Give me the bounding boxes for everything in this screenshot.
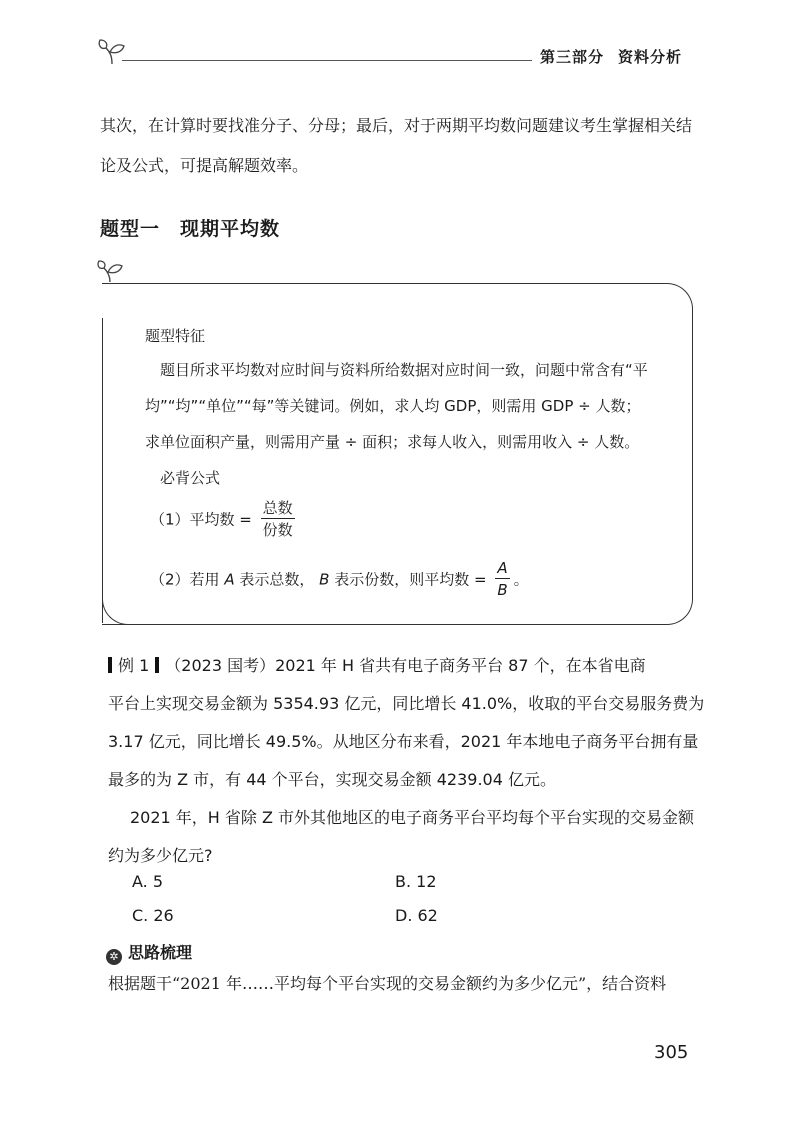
think-text: 根据题干“2021 年……平均每个平台实现的交易金额约为多少亿元”，结合资料: [108, 974, 667, 993]
box-left-border: [102, 318, 103, 623]
formula-2-mid-1: 表示总数，: [239, 570, 315, 589]
formula-1-prefix: （1）平均数 =: [150, 510, 252, 529]
formula-1-numerator: 总数: [262, 499, 293, 517]
page-number: 305: [654, 1042, 689, 1063]
option-b: B. 12: [395, 872, 437, 891]
formula-2-prefix: （2）若用: [150, 570, 220, 589]
question-line-2: 约为多少亿元?: [108, 846, 213, 865]
option-d: D. 62: [395, 906, 438, 925]
section-label: 题型一: [100, 218, 161, 240]
think-heading: [106, 940, 192, 965]
sprout-icon: [96, 36, 128, 66]
header-part: 第三部分: [540, 48, 605, 66]
option-c: C. 26: [132, 906, 174, 925]
section-name: 现期平均数: [180, 218, 281, 240]
example-line-3: 3.17 亿元，同比增长 49.5%。从地区分布来看，2021 年本地电子商务平台拥有量: [108, 732, 699, 751]
gear-icon: ✲: [106, 949, 122, 965]
formula-1-fraction: [261, 498, 295, 541]
running-header: [540, 46, 682, 67]
formula-2-mid-2: 表示份数，则平均数 =: [334, 570, 487, 589]
example-line-1: [108, 646, 708, 686]
formula-2-var-a: A: [224, 570, 235, 589]
example-line-2: 平台上实现交易金额为 5354.93 亿元，同比增长 41.0%，收取的平台交易服务费为: [108, 694, 705, 713]
question-line-1: 2021 年，H 省除 Z 市外其他地区的电子商务平台平均每个平台实现的交易金额: [130, 808, 695, 827]
formula-2-var-b: B: [319, 570, 330, 589]
example-marker: [108, 657, 112, 673]
example-label: 例 1: [118, 656, 150, 675]
formula-1-denominator: 份数: [262, 521, 293, 539]
header-rule: [122, 60, 532, 61]
section-title: [100, 214, 280, 241]
think-label: 思路梳理: [128, 943, 193, 962]
feature-text-line-1: 题目所求平均数对应时间与资料所给数据对应时间一致，问题中常含有“平: [160, 361, 648, 379]
formula-2: [150, 558, 675, 601]
feature-text-line-2: 均”“均”“单位”“每”等关键词。例如，求人均 GDP，则需用 GDP ÷ 人数；: [145, 397, 641, 415]
feature-label: 题型特征: [145, 327, 206, 345]
feature-text-line-3: 求单位面积产量，则需用产量 ÷ 面积；求每人收入，则需用收入 ÷ 人数。: [145, 433, 640, 451]
intro-paragraph: 其次，在计算时要找准分子、分母；最后，对于两期平均数问题建议考生掌握相关结论及公式，可提高解题效率。: [100, 116, 693, 175]
formula-1: [150, 498, 675, 541]
formula-2-denominator: B: [497, 581, 508, 599]
header-title: 资料分析: [618, 48, 683, 66]
formula-2-numerator: A: [497, 559, 508, 577]
formula-label: 必背公式: [160, 469, 221, 487]
formula-2-end: 。: [513, 570, 529, 589]
example-line-4: 最多的为 Z 市，有 44 个平台，实现交易金额 4239.04 亿元。: [108, 770, 557, 789]
formula-2-fraction: [495, 558, 509, 601]
option-a: A. 5: [132, 872, 164, 891]
example-text-1: （2023 国考）2021 年 H 省共有电子商务平台 87 个，在本省电商: [165, 656, 646, 675]
example-marker: [155, 657, 159, 673]
sprout-icon: [96, 258, 128, 284]
